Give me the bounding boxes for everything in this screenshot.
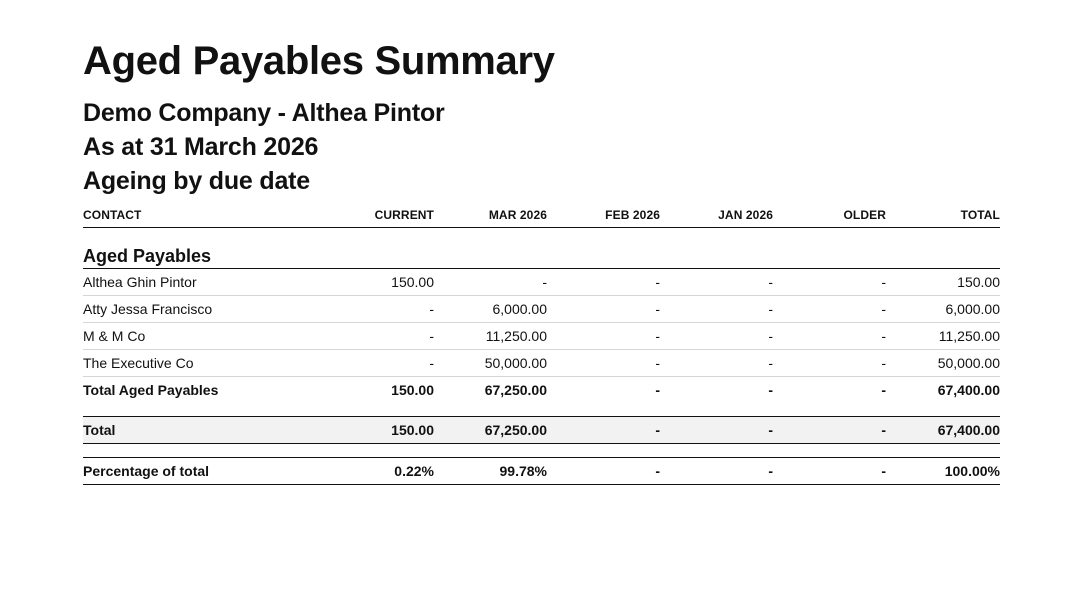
column-header-feb-2026: FEB 2026 bbox=[547, 200, 660, 228]
subtotal-older: - bbox=[881, 382, 886, 398]
table-row bbox=[83, 323, 1000, 350]
grand-total-mar-2026: 67,250.00 bbox=[434, 417, 547, 444]
total-cell: 150.00 bbox=[886, 269, 1000, 296]
percentage-older: - bbox=[773, 458, 886, 485]
report-page bbox=[83, 36, 1000, 485]
spacer-row bbox=[83, 403, 1000, 417]
jan-2026-cell: - bbox=[660, 269, 773, 296]
total-cell: 11,250.00 bbox=[886, 323, 1000, 350]
mar-2026-cell: 50,000.00 bbox=[434, 350, 547, 377]
percentage-feb-2026: - bbox=[547, 458, 660, 485]
jan-2026-cell: - bbox=[660, 350, 773, 377]
feb-2026-cell: - bbox=[547, 269, 660, 296]
subtotal-label: Total Aged Payables bbox=[83, 382, 219, 398]
contact-cell[interactable]: The Executive Co bbox=[83, 350, 321, 377]
grand-total-total: 67,400.00 bbox=[886, 417, 1000, 444]
mar-2026-cell: 6,000.00 bbox=[434, 296, 547, 323]
column-header-current: CURRENT bbox=[321, 200, 434, 228]
subtotal-jan-2026: - bbox=[768, 382, 773, 398]
contact-cell[interactable]: M & M Co bbox=[83, 323, 321, 350]
column-header-jan-2026: JAN 2026 bbox=[660, 200, 773, 228]
section-title: Aged Payables bbox=[83, 242, 1000, 269]
spacer-row bbox=[83, 444, 1000, 458]
feb-2026-cell: - bbox=[547, 323, 660, 350]
subtotal-mar-2026: 67,250.00 bbox=[484, 382, 547, 398]
column-header-older: OLDER bbox=[773, 200, 886, 228]
subtotal-feb-2026: - bbox=[655, 382, 660, 398]
subtotal-row bbox=[83, 377, 1000, 404]
older-cell: - bbox=[773, 269, 886, 296]
grand-total-older: - bbox=[773, 417, 886, 444]
contact-cell[interactable]: Atty Jessa Francisco bbox=[83, 296, 321, 323]
current-cell: - bbox=[321, 296, 434, 323]
percentage-label: Percentage of total bbox=[83, 458, 321, 485]
aged-payables-table bbox=[83, 200, 1000, 485]
grand-total-current: 150.00 bbox=[321, 417, 434, 444]
company-name: Demo Company - Althea Pintor bbox=[83, 99, 445, 127]
subtotal-total: 67,400.00 bbox=[937, 382, 1000, 398]
percentage-total: 100.00% bbox=[886, 458, 1000, 485]
table-row bbox=[83, 296, 1000, 323]
jan-2026-cell: - bbox=[660, 323, 773, 350]
table-row bbox=[83, 350, 1000, 377]
mar-2026-cell: 11,250.00 bbox=[434, 323, 547, 350]
subtotal-current: 150.00 bbox=[391, 382, 434, 398]
report-date: As at 31 March 2026 bbox=[83, 133, 319, 161]
section-header-row bbox=[83, 242, 1000, 269]
table-header-row bbox=[83, 200, 1000, 228]
older-cell: - bbox=[773, 323, 886, 350]
percentage-mar-2026: 99.78% bbox=[434, 458, 547, 485]
percentage-current: 0.22% bbox=[321, 458, 434, 485]
current-cell: - bbox=[321, 350, 434, 377]
older-cell: - bbox=[773, 296, 886, 323]
jan-2026-cell: - bbox=[660, 296, 773, 323]
total-cell: 50,000.00 bbox=[886, 350, 1000, 377]
report-title: Aged Payables Summary bbox=[83, 39, 555, 83]
grand-total-jan-2026: - bbox=[660, 417, 773, 444]
current-cell: - bbox=[321, 323, 434, 350]
column-header-contact: CONTACT bbox=[83, 200, 321, 228]
total-cell: 6,000.00 bbox=[886, 296, 1000, 323]
mar-2026-cell: - bbox=[434, 269, 547, 296]
grand-total-feb-2026: - bbox=[547, 417, 660, 444]
column-header-total: TOTAL bbox=[886, 200, 1000, 228]
percentage-jan-2026: - bbox=[660, 458, 773, 485]
table-row bbox=[83, 269, 1000, 296]
grand-total-row bbox=[83, 417, 1000, 444]
percentage-row bbox=[83, 458, 1000, 485]
feb-2026-cell: - bbox=[547, 296, 660, 323]
contact-cell[interactable]: Althea Ghin Pintor bbox=[83, 269, 321, 296]
feb-2026-cell: - bbox=[547, 350, 660, 377]
grand-total-label: Total bbox=[83, 417, 321, 444]
spacer-row bbox=[83, 228, 1000, 243]
column-header-mar-2026: MAR 2026 bbox=[434, 200, 547, 228]
ageing-basis: Ageing by due date bbox=[83, 167, 310, 195]
current-cell: 150.00 bbox=[321, 269, 434, 296]
older-cell: - bbox=[773, 350, 886, 377]
